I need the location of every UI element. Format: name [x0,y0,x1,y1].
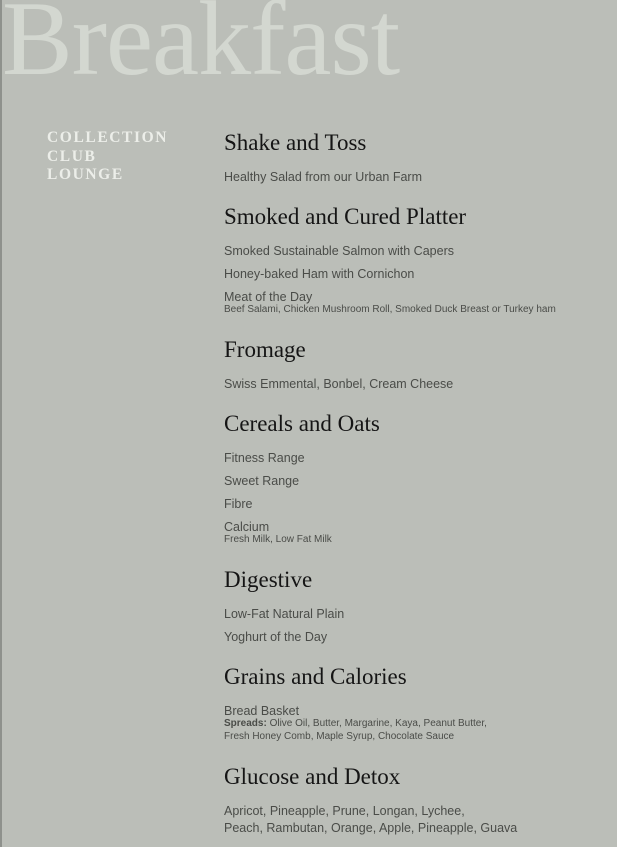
page-title: Breakfast [2,0,400,97]
section-title-shake-and-toss: Shake and Toss [224,130,367,155]
menu-item-note: Fresh Milk, Low Fat Milk [224,534,332,545]
left-edge-divider [0,0,2,847]
brand-line-1: COLLECTION [47,129,169,146]
menu-item-note: Fresh Honey Comb, Maple Syrup, Chocolate Sauce [224,731,455,742]
spreads-list-line-1: Olive Oil, Butter, Margarine, Kaya, Peanut Butter, [269,718,487,729]
menu-item: Sweet Range [224,474,300,488]
menu-item: Healthy Salad from our Urban Farm [224,170,422,184]
menu-item: Low-Fat Natural Plain [224,607,345,621]
menu-item: Meat of the Day [224,290,313,304]
menu-item: Bread Basket [224,704,300,718]
menu-item-note: Beef Salami, Chicken Mushroom Roll, Smoked Duck Breast or Turkey ham [224,304,556,315]
brand-line-2: CLUB [47,147,97,165]
menu-item: Fitness Range [224,451,305,465]
menu-item-note [224,719,487,729]
section-title-glucose-and-detox: Glucose and Detox [224,764,401,789]
section-title-grains-and-calories: Grains and Calories [224,664,407,689]
menu-item: Swiss Emmental, Bonbel, Cream Cheese [224,377,454,391]
menu-item: Yoghurt of the Day [224,630,328,644]
spreads-label: Spreads: [224,718,267,729]
section-title-digestive: Digestive [224,567,313,592]
section-title-cereals-and-oats: Cereals and Oats [224,411,380,436]
section-title-smoked-and-cured: Smoked and Cured Platter [224,204,467,229]
section-title-fromage: Fromage [224,337,306,362]
menu-item: Smoked Sustainable Salmon with Capers [224,244,454,258]
menu-item: Calcium [224,520,270,534]
brand-line-3: LOUNGE [47,166,124,183]
menu-item: Apricot, Pineapple, Prune, Longan, Lychee, [224,804,465,818]
menu-item: Honey-baked Ham with Cornichon [224,267,415,281]
menu-item: Peach, Rambutan, Orange, Apple, Pineapple, Guava [224,821,518,835]
menu-item: Fibre [224,497,253,511]
brand-logo-text [47,129,168,185]
